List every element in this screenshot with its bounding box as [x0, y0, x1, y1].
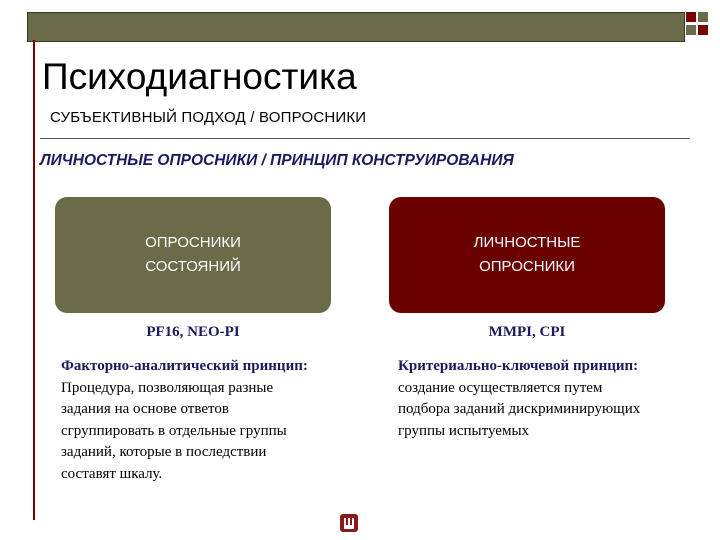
personality-questionnaires-box	[389, 197, 665, 313]
description-line: создание осуществляется путем	[398, 379, 603, 396]
description-line: группы испытуемых	[398, 422, 530, 439]
decorative-squares	[686, 12, 710, 42]
left-description	[61, 356, 361, 485]
right-description	[398, 356, 698, 442]
slide-title: Психодиагностика	[42, 56, 357, 97]
left-vertical-rule	[33, 40, 35, 520]
description-line: задания на основе ответов	[61, 401, 229, 417]
description-line: сгруппировать в отдельные группы	[61, 422, 287, 439]
deco-square	[698, 12, 708, 22]
right-tests-label: MMPI, CPI	[488, 324, 566, 340]
box-label-line: ОПРОСНИКИ	[145, 234, 241, 251]
description-line: подбора заданий дискриминирующих	[398, 401, 641, 417]
header-bar	[27, 12, 685, 42]
slide-subtitle: СУБЪЕКТИВНЫЙ ПОДХОД / ВОПРОСНИКИ	[50, 109, 367, 126]
left-principle: Факторно-аналитический принцип:	[61, 358, 308, 374]
state-questionnaires-box	[55, 197, 331, 313]
deco-square	[686, 12, 696, 22]
section-heading: ЛИЧНОСТНЫЕ ОПРОСНИКИ / ПРИНЦИП КОНСТРУИРОВАНИЯ	[40, 152, 514, 169]
divider-line	[40, 138, 690, 139]
description-line: заданий, которые в последствии	[61, 444, 267, 460]
deco-square	[686, 25, 696, 35]
left-tests-label: PF16, NEO-PI	[146, 324, 240, 340]
description-line: Процедура, позволяющая разные	[61, 379, 274, 396]
deco-square	[698, 25, 708, 35]
publisher-logo-icon	[339, 513, 359, 533]
box-label-line: СОСТОЯНИЙ	[145, 258, 241, 275]
description-line: составят шкалу.	[61, 465, 163, 482]
right-principle: Критериально-ключевой принцип:	[398, 358, 639, 374]
box-label-line: ОПРОСНИКИ	[479, 258, 575, 275]
box-label-line: ЛИЧНОСТНЫЕ	[473, 234, 581, 251]
